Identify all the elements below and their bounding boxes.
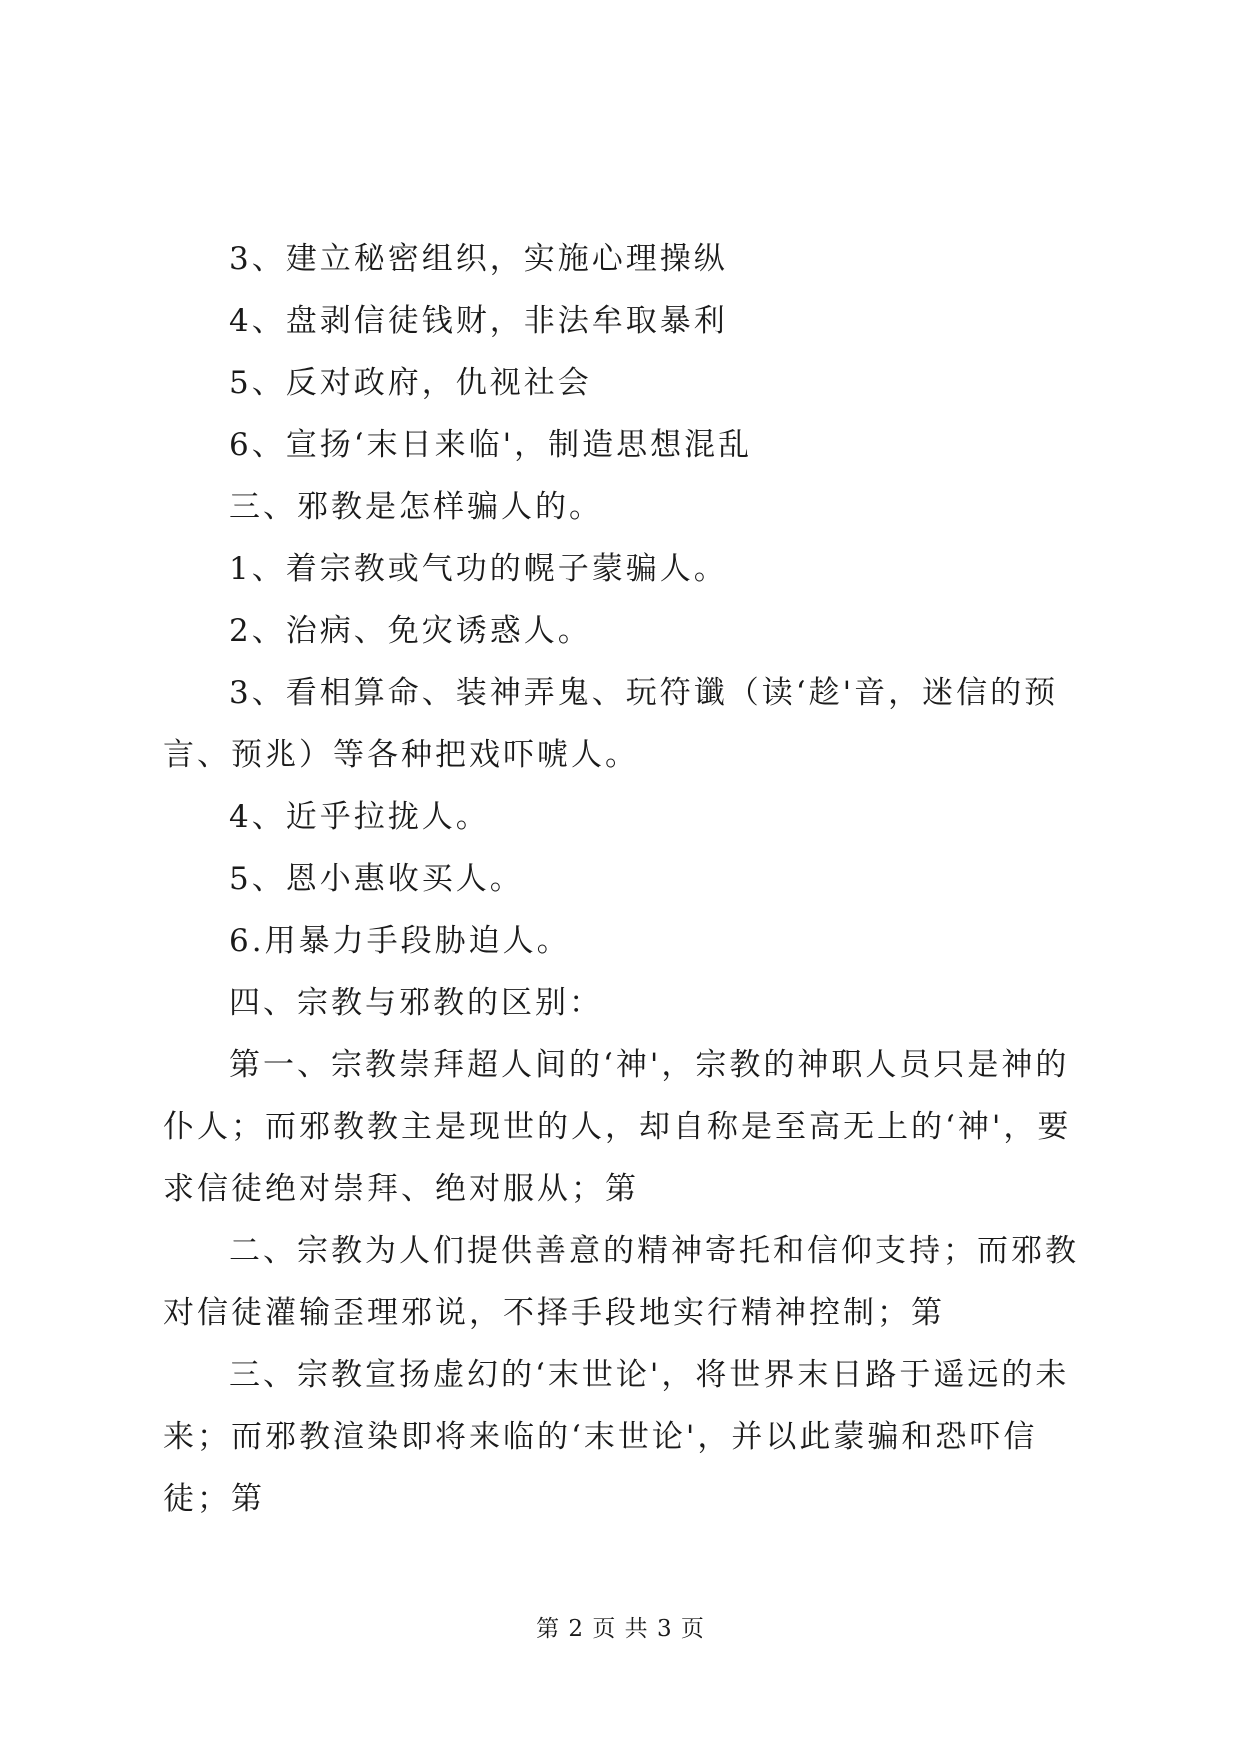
paragraph: 1、着宗教或气功的幌子蒙骗人。 (229, 551, 728, 587)
paragraph: 2、治病、免灾诱惑人。 (229, 613, 592, 649)
paragraph: 三、宗教宣扬虚幻的‘末世论'，将世界末日路于遥远的未来；而邪教渲染即将来临的‘末世论'，并以此蒙骗和恐吓信徒；第 (163, 1357, 1070, 1517)
paragraph: 4、盘剥信徒钱财，非法牟取暴利 (229, 303, 728, 339)
paragraph: 第一、宗教崇拜超人间的‘神'，宗教的神职人员只是神的仆人；而邪教教主是现世的人，却自称是至高无上的‘神'，要求信徒绝对崇拜、绝对服从；第 (163, 1047, 1072, 1207)
paragraph: 6、宣扬‘末日来临'，制造思想混乱 (229, 427, 753, 463)
paragraph: 5、反对政府，仇视社会 (229, 365, 592, 401)
paragraph: 二、宗教为人们提供善意的精神寄托和信仰支持；而邪教对信徒灌输歪理邪说，不择手段地实行精神控制；第 (163, 1233, 1079, 1331)
section-heading: 三、邪教是怎样骗人的。 (229, 489, 603, 525)
document-body (163, 228, 1093, 1530)
paragraph: 3、建立秘密组织，实施心理操纵 (229, 241, 728, 277)
paragraph: 4、近乎拉拢人。 (229, 799, 490, 835)
page-footer: 第 2 页 共 3 页 (536, 1616, 705, 1642)
paragraph: 3、看相算命、装神弄鬼、玩符谶（读‘趁'音，迷信的预言、预兆）等各种把戏吓唬人。 (163, 675, 1059, 773)
section-heading: 四、宗教与邪教的区别： (229, 985, 603, 1021)
paragraph: 5、恩小惠收买人。 (229, 861, 524, 897)
paragraph: 6.用暴力手段胁迫人。 (229, 923, 571, 959)
